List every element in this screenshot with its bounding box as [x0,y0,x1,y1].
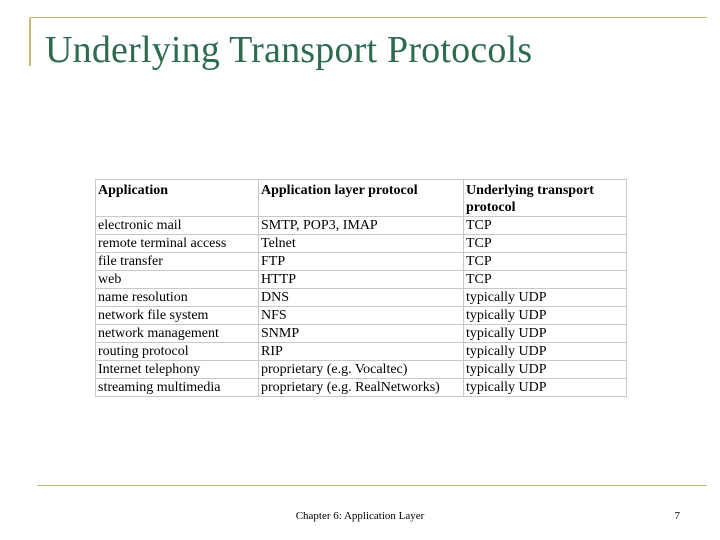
cell-app-protocol: proprietary (e.g. RealNetworks) [259,379,464,397]
cell-transport-protocol: typically UDP [464,379,627,397]
title-accent-bar [29,18,31,66]
table-row [96,235,627,253]
cell-transport-protocol: TCP [464,253,627,271]
table-row [96,217,627,235]
table-row [96,361,627,379]
table-row [96,343,627,361]
page-number: 7 [674,510,680,522]
table-row [96,253,627,271]
cell-application: Internet telephony [96,361,259,379]
cell-application: name resolution [96,289,259,307]
table-row [96,307,627,325]
table-body [96,217,627,397]
table-row [96,379,627,397]
header-application: Application [96,180,259,217]
cell-app-protocol: SMTP, POP3, IMAP [259,217,464,235]
cell-app-protocol: FTP [259,253,464,271]
cell-application: remote terminal access [96,235,259,253]
header-application-layer-protocol: Application layer protocol [259,180,464,217]
cell-transport-protocol: typically UDP [464,343,627,361]
table-row [96,325,627,343]
top-rule [30,17,707,18]
cell-transport-protocol: typically UDP [464,325,627,343]
cell-app-protocol: DNS [259,289,464,307]
bottom-rule [37,485,707,486]
cell-transport-protocol: TCP [464,271,627,289]
table-header-row [96,180,627,217]
cell-transport-protocol: typically UDP [464,307,627,325]
cell-application: streaming multimedia [96,379,259,397]
cell-transport-protocol: TCP [464,235,627,253]
header-transport-protocol: Underlying transport protocol [464,180,627,217]
cell-app-protocol: Telnet [259,235,464,253]
cell-application: file transfer [96,253,259,271]
cell-app-protocol: NFS [259,307,464,325]
cell-app-protocol: RIP [259,343,464,361]
footer-chapter: Chapter 6: Application Layer [295,510,425,522]
cell-transport-protocol: TCP [464,217,627,235]
cell-application: network management [96,325,259,343]
cell-app-protocol: HTTP [259,271,464,289]
protocol-table [95,179,627,397]
cell-application: routing protocol [96,343,259,361]
cell-app-protocol: proprietary (e.g. Vocaltec) [259,361,464,379]
cell-transport-protocol: typically UDP [464,289,627,307]
cell-application: electronic mail [96,217,259,235]
cell-application: web [96,271,259,289]
table-row [96,289,627,307]
slide-title: Underlying Transport Protocols [45,29,533,71]
cell-transport-protocol: typically UDP [464,361,627,379]
cell-application: network file system [96,307,259,325]
cell-app-protocol: SNMP [259,325,464,343]
table-row [96,271,627,289]
